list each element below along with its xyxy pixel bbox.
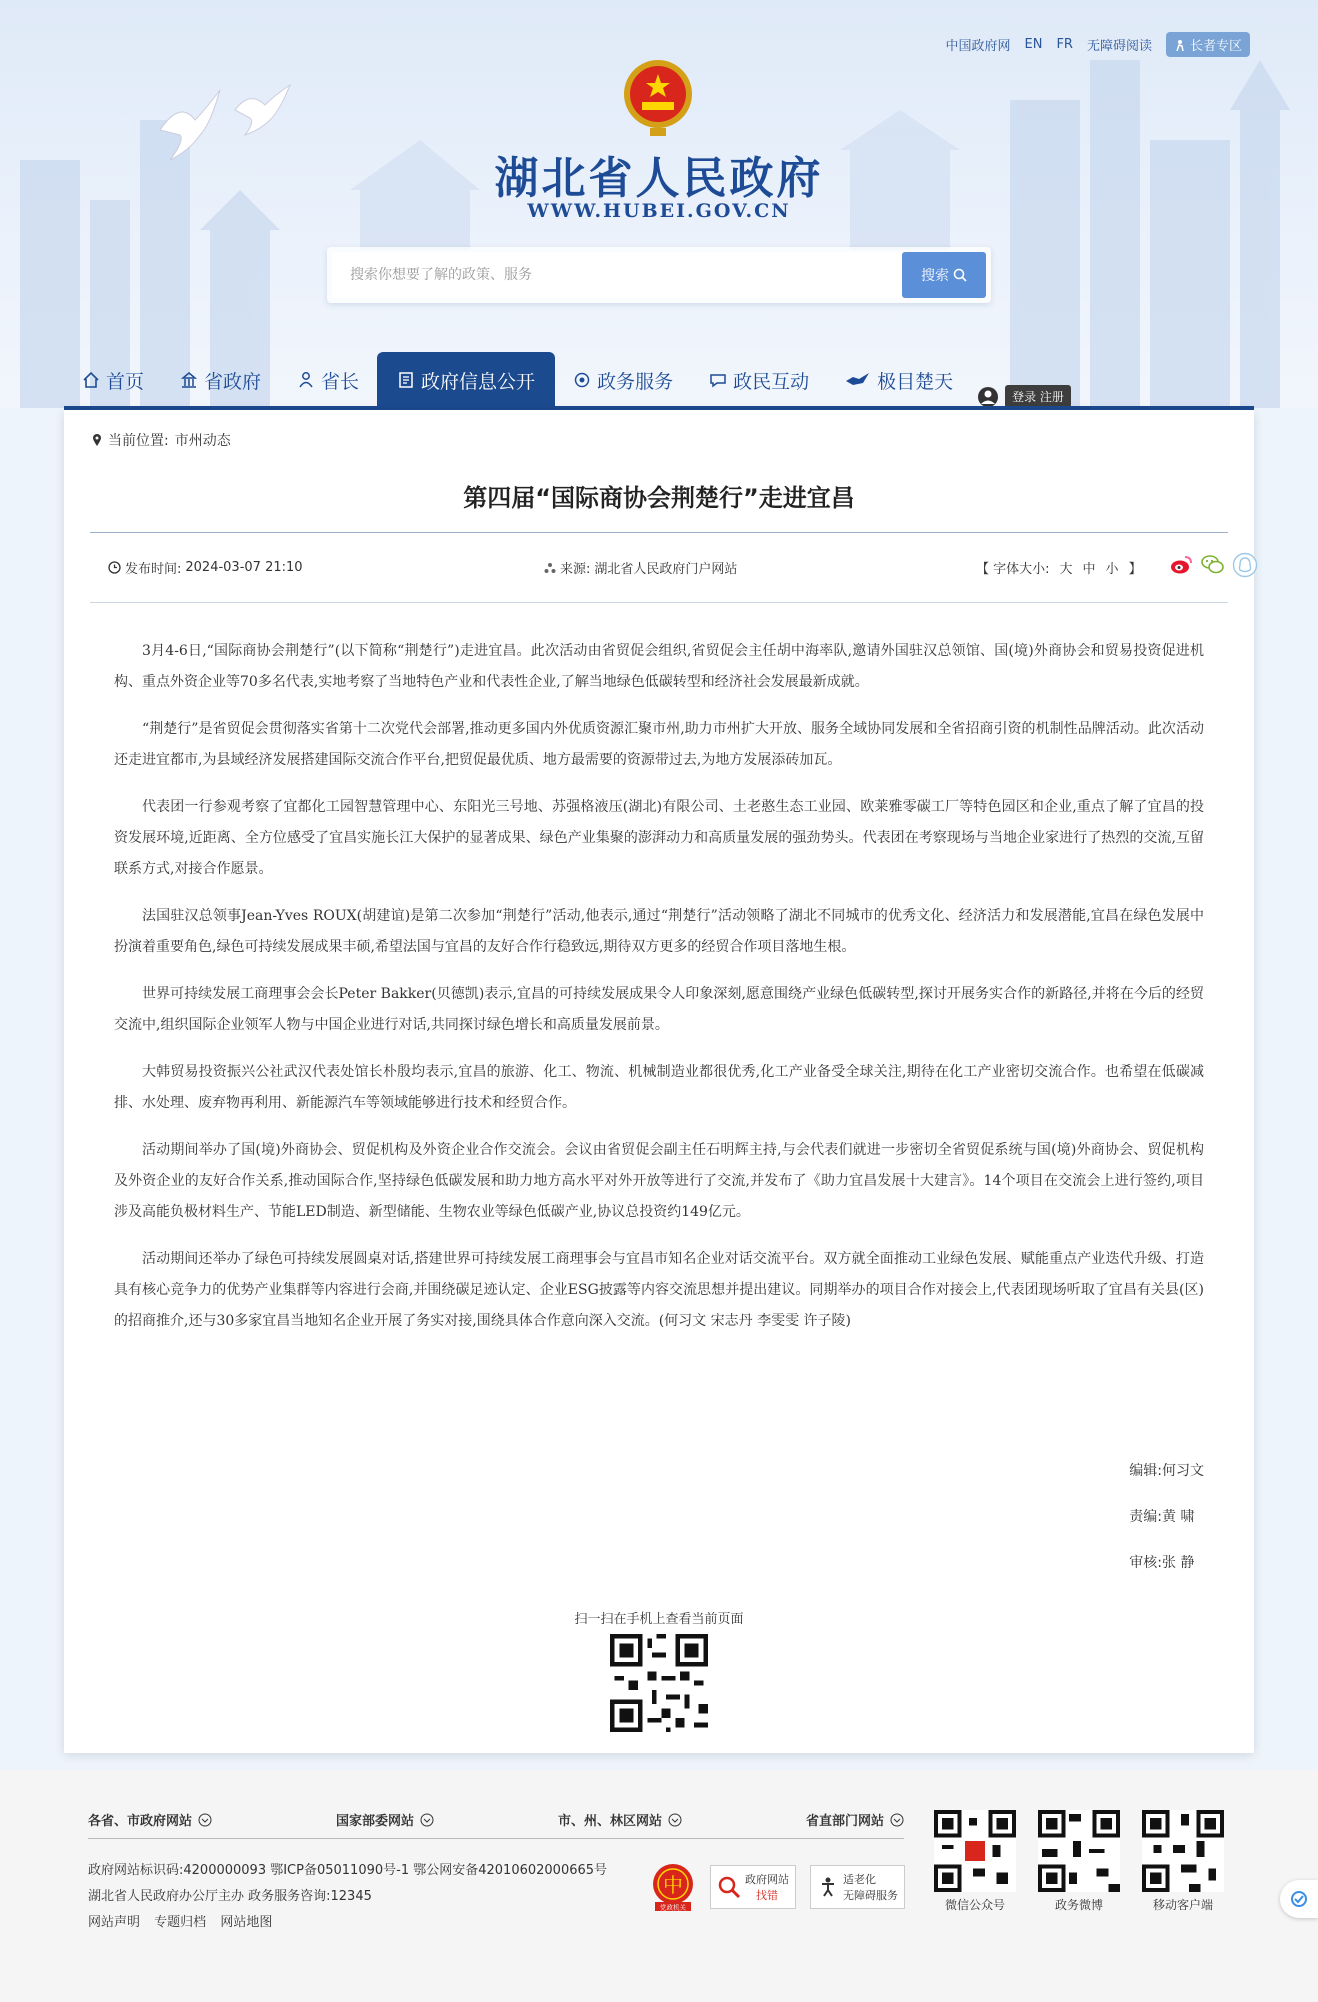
party-badge-text: 党政机关 [660, 1903, 686, 1912]
chevron-down-icon [668, 1813, 682, 1827]
chevron-down-icon [420, 1813, 434, 1827]
weibo-icon[interactable] [1168, 552, 1194, 578]
footer-link-group[interactable]: 各省、市政府网站 [88, 1810, 212, 1829]
article-paragraph: 3月4-6日,“国际商协会荆楚行”(以下简称“荆楚行”)走进宜昌。此次活动由省贸促会组织,省贸促会主任胡中海率队,邀请外国驻汉总领馆、国(境)外商协会和贸易投资促进机构、重点外资企业等70多名代表,实地考察了当地特色产业和代表性企业,了解当地绿色低碳转型和经济社会发展最新成就。 [114, 643, 1204, 690]
site-url: WWW.HUBEI.GOV.CN [527, 200, 791, 222]
topic-archive-link[interactable]: 专题归档 [154, 1915, 207, 1930]
search-icon [953, 268, 967, 282]
page-qr-code [610, 1634, 708, 1732]
qr-caption: 扫一扫在手机上查看当前页面 [574, 1612, 744, 1627]
elder-zone-label: 长者专区 [1189, 39, 1242, 54]
publish-info [108, 558, 303, 577]
nav-jimu-chutian[interactable]: 极目楚天 [827, 352, 971, 408]
nav-gov-service[interactable]: 政务服务 [555, 352, 691, 408]
refresh-icon [1289, 1889, 1309, 1909]
search-button-label: 搜索 [921, 268, 949, 284]
main-nav [64, 352, 1254, 408]
nav-interaction[interactable]: 政民互动 [691, 352, 827, 408]
nav-home[interactable]: 首页 [64, 352, 162, 408]
meta-divider [90, 602, 1228, 603]
article-paragraph: 法国驻汉总领事Jean-Yves ROUX(胡建谊)是第二次参加“荆楚行”活动,他表示,通过“荆楚行”活动领略了湖北不同城市的优秀文化、经济活力和发展潜能,宜昌在绿色发展中扮演着重要角色,绿色可持续发展成果丰硕,希望法国与宜昌的友好合作行稳致远,期待双方更多的经贸合作项目落地生根。 [114, 908, 1204, 955]
article-paragraph: 活动期间还举办了绿色可持续发展圆桌对话,搭建世界可持续发展工商理事会与宜昌市知名企业对话交流平台。双方就全面推动工业绿色发展、赋能重点产业迭代升级、打造具有核心竞争力的优势产业集群等内容进行会商,并围绕碳足迹认定、企业ESG披露等内容交流思想并提出建议。同期举办的项目合作对接会上,代表团现场听取了宜昌有关县(区)的招商推介,还与30多家宜昌当地知名企业开展了务实对接,围绕具体合作意向深入交流。(何习文 宋志丹 李雯雯 许子陵) [114, 1251, 1204, 1329]
publish-time: 2024-03-07 21:10 [185, 560, 303, 575]
wechat-qr [934, 1810, 1016, 1913]
site-title: 湖北省人民政府 [494, 153, 824, 204]
page-header [0, 0, 1318, 408]
reviewer-name: 审核:张 静 [1129, 1555, 1195, 1571]
nav-governor[interactable]: 省长 [279, 352, 377, 408]
clock-icon [108, 561, 121, 574]
bird-icon [845, 371, 871, 389]
wechat-icon[interactable] [1200, 552, 1226, 578]
national-emblem-icon [620, 56, 696, 140]
footer-divider [88, 1838, 904, 1839]
chevron-down-icon [198, 1813, 212, 1827]
publish-label: 发布时间: [125, 562, 182, 577]
footer-link-group[interactable]: 市、州、林区网站 [558, 1810, 682, 1829]
weibo-qr [1038, 1810, 1120, 1913]
article-paragraph: 大韩贸易投资振兴公社武汉代表处馆长朴殷均表示,宜昌的旅游、化工、物流、机械制造业都很优秀,化工产业备受全球关注,期待在化工产业密切交流合作。也希望在低碳减排、水处理、废弃物再利用、新能源汽车等领域能够进行技术和经贸合作。 [114, 1064, 1204, 1111]
font-size-small[interactable]: 小 [1105, 562, 1119, 577]
error-badge-title: 政府网站 [745, 1873, 789, 1886]
editor-name: 编辑:何习文 [1129, 1463, 1204, 1479]
article-paragraph: 代表团一行参观考察了宜都化工园智慧管理中心、东阳光三号地、苏强格液压(湖北)有限公司、土老憨生态工业园、欧莱雅零碳工厂等特色园区和企业,重点了解了宜昌的投资发展环境,近距离、全方位感受了宜昌实施长江大保护的显著成果、绿色产业集聚的澎湃动力和高质量发展的强劲势头。代表团在考察现场与当地企业家进行了热烈的交流,互留联系方式,对接合作愿景。 [114, 799, 1204, 877]
share-buttons [1168, 552, 1258, 578]
source-info [544, 558, 737, 577]
article-paragraph: “荆楚行”是省贸促会贯彻落实省第十二次党代会部署,推动更多国内外优质资源汇聚市州,助力市州扩大开放、服务全域协同发展和全省招商引资的机制性品牌活动。此次活动还走进宜都市,为县域经济发展搭建国际交流合作平台,把贸促最优质、地方最需要的资源带过去,为地方发展添砖加瓦。 [114, 721, 1204, 768]
english-link[interactable]: EN [1024, 37, 1043, 52]
source-value: 湖北省人民政府门户网站 [594, 562, 738, 577]
home-icon [82, 371, 100, 389]
font-size-label: 【 字体大小: [976, 562, 1050, 577]
gov-error-report-badge[interactable] [710, 1865, 796, 1909]
magnifier-icon [717, 1875, 741, 1899]
access-badge-title: 适老化 [843, 1873, 876, 1886]
site-statement-link[interactable]: 网站声明 [88, 1915, 141, 1930]
breadcrumb [92, 430, 231, 450]
footer-link-group[interactable]: 省直部门网站 [806, 1810, 904, 1829]
breadcrumb-label: 当前位置: [108, 433, 169, 449]
mobile-app-qr-code [1142, 1810, 1224, 1892]
footer-site-links [88, 1810, 904, 1829]
breadcrumb-current[interactable]: 市州动态 [174, 433, 231, 449]
page-footer [0, 1770, 1318, 2002]
site-code-line: 政府网站标识码:4200000093 鄂ICP备05011090号-1 鄂公网安备42010602000665号 [88, 1863, 608, 1878]
font-size-large[interactable]: 大 [1059, 562, 1073, 577]
search-button[interactable] [902, 252, 986, 298]
mobile-app-qr [1142, 1810, 1224, 1913]
footer-qr-codes [934, 1810, 1224, 1913]
search-bar [327, 247, 991, 303]
person-icon [297, 371, 315, 389]
article-meta [108, 558, 1208, 577]
mobile-app-qr-label: 移动客户端 [1152, 1898, 1213, 1912]
floating-help-button[interactable] [1280, 1880, 1318, 1918]
footer-badges [650, 1862, 905, 1912]
building-icon [180, 371, 198, 389]
font-size-medium[interactable]: 中 [1082, 562, 1096, 577]
document-icon [397, 371, 415, 389]
elder-zone-button[interactable] [1166, 32, 1250, 57]
wechat-qr-label: 微信公众号 [944, 1898, 1005, 1912]
french-link[interactable]: FR [1056, 37, 1073, 52]
party-badge-glyph: 中 [663, 1873, 683, 1897]
search-input[interactable] [332, 252, 902, 298]
title-divider [90, 532, 1228, 533]
organizer-line: 湖北省人民政府办公厅主办 政务服务咨询:12345 [88, 1889, 372, 1904]
article-body [114, 636, 1204, 1353]
nav-province-gov[interactable]: 省政府 [162, 352, 279, 408]
footer-info [88, 1858, 607, 1936]
article-paragraph: 活动期间举办了国(境)外商协会、贸促机构及外资企业合作交流会。会议由省贸促会副主任石明辉主持,与会代表们就进一步密切全省贸促系统与国(境)外商协会、贸促机构及外资企业的友好合作关系,推动国际合作,坚持绿色低碳发展和助力地方高水平对外开放等进行了交流,并发布了《助力宜昌发展十大建言》。14个项目在交流会上进行签约,项目涉及高能负极材料生产、节能LED制造、新型储能、生物农业等绿色低碳产业,协议总投资约149亿元。 [114, 1142, 1204, 1220]
weibo-qr-code [1038, 1810, 1120, 1892]
login-register-button[interactable]: 登录 注册 [1005, 385, 1071, 408]
weibo-qr-label: 政务微博 [1054, 1898, 1103, 1912]
responsible-editor: 责编:黄 啸 [1129, 1509, 1195, 1525]
qq-icon[interactable] [1232, 552, 1258, 578]
font-size-control [976, 558, 1142, 577]
location-pin-icon [92, 433, 102, 447]
wechat-qr-code [934, 1810, 1016, 1892]
top-utility-links [945, 32, 1250, 57]
service-icon [573, 371, 591, 389]
chevron-down-icon [890, 1813, 904, 1827]
accessibility-badge[interactable] [810, 1865, 905, 1909]
error-badge-sub: 找错 [756, 1889, 778, 1902]
user-avatar-icon[interactable] [977, 386, 999, 408]
article-card [64, 410, 1254, 1753]
editor-credits [1129, 1448, 1204, 1586]
party-gov-badge-icon[interactable] [650, 1862, 696, 1912]
accessibility-icon [817, 1876, 839, 1898]
nav-gov-info[interactable]: 政府信息公开 [377, 352, 555, 408]
article-paragraph: 世界可持续发展工商理事会会长Peter Bakker(贝德凯)表示,宜昌的可持续发展成果令人印象深刻,愿意围绕产业绿色低碳转型,探讨开展务实合作的新路径,并将在今后的经贸交流中,组织国际企业领军人物与中国企业进行对话,共同探讨绿色增长和高质量发展前景。 [114, 986, 1204, 1033]
gov-cn-link[interactable]: 中国政府网 [945, 39, 1011, 54]
article-title: 第四届“国际商协会荆楚行”走进宜昌 [463, 484, 855, 512]
footer-bottom-links [88, 1910, 607, 1936]
source-label: 来源: [560, 562, 591, 577]
accessibility-link[interactable]: 无障碍阅读 [1086, 39, 1152, 54]
user-area [977, 385, 1071, 408]
source-icon [544, 562, 556, 574]
access-badge-sub: 无障碍服务 [843, 1889, 898, 1902]
footer-link-group[interactable]: 国家部委网站 [336, 1810, 434, 1829]
font-size-end: 】 [1128, 562, 1142, 577]
chat-icon [709, 371, 727, 389]
elder-icon [1174, 39, 1186, 51]
sitemap-link[interactable]: 网站地图 [220, 1915, 273, 1930]
